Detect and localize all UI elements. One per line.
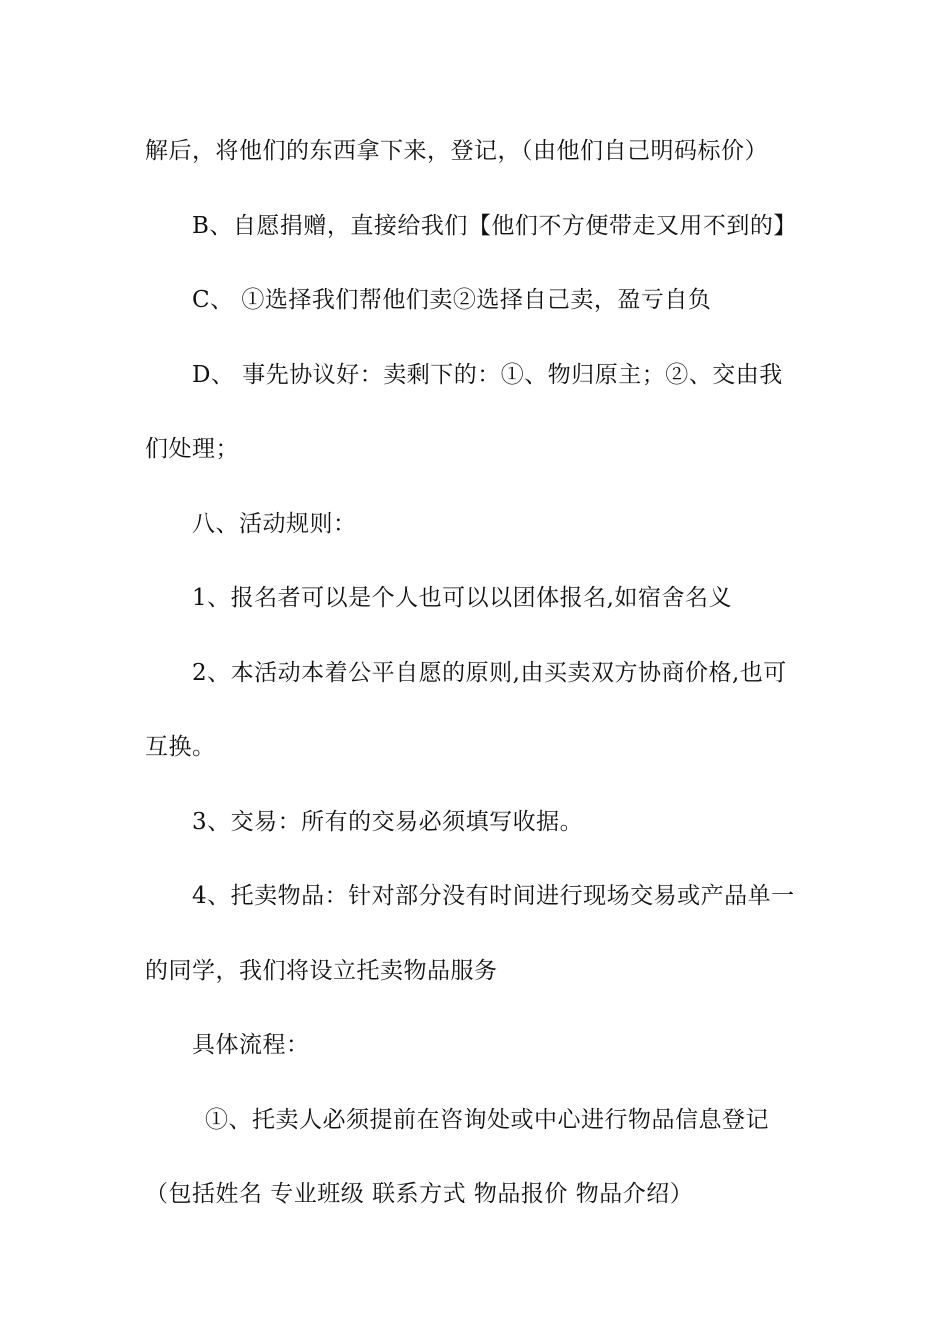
- text-line: 具体流程：: [192, 1032, 310, 1058]
- text-line: 4、托卖物品：针对部分没有时间进行现场交易或产品单一: [192, 883, 795, 909]
- text-line: D、 事先协议好：卖剩下的：①、物归原主；②、交由我: [192, 362, 783, 388]
- text-line: 2、本活动本着公平自愿的原则,由买卖双方协商价格,也可: [192, 660, 787, 686]
- section-heading: 八、活动规则：: [192, 511, 357, 537]
- text-line: 互换。: [145, 734, 216, 760]
- text-line: 3、交易：所有的交易必须填写收据。: [192, 809, 584, 835]
- text-line: （包括姓名 专业班级 联系方式 物品报价 物品介绍）: [145, 1181, 694, 1207]
- text-line: ①、托卖人必须提前在咨询处或中心进行物品信息登记: [205, 1107, 769, 1133]
- text-line: 的同学，我们将设立托卖物品服务: [145, 958, 498, 984]
- text-line: 解后，将他们的东西拿下来，登记，（由他们自己明码标价）: [145, 138, 768, 164]
- text-line: 们处理；: [145, 436, 239, 462]
- text-line: C、 ①选择我们帮他们卖②选择自己卖，盈亏自负: [192, 287, 712, 313]
- text-line: 1、报名者可以是个人也可以以团体报名,如宿舍名义: [192, 585, 732, 611]
- text-line: B、自愿捐赠，直接给我们【他们不方便带走又用不到的】: [192, 213, 797, 239]
